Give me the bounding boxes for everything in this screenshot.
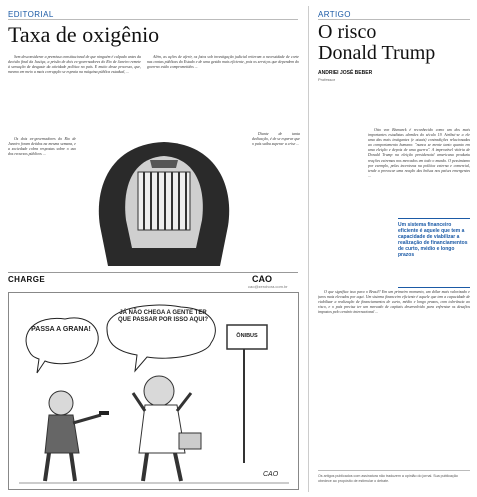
speech-bubble-left: PASSA A GRANA! <box>31 326 91 333</box>
pullquote-text: Um sistema financeiro eficiente é aquele que tem a capacidade de viabilizar a realização de financiamentos de curto, médio e longo prazos <box>398 222 468 258</box>
editorial-paragraph: Os dois ex-governadores do Rio de Janeiro foram detidos na mesma semana, e a sociedade cobra respostas sobre o uso dos recursos públicos ... <box>8 137 76 157</box>
artigo-author: ANDRIEI JOSÉ BEBER <box>318 70 373 76</box>
speech-bubble-right: JÁ NÃO CHEGA A GENTE TER QUE PASSAR POR ISSO AQUI? <box>117 310 208 323</box>
editorial-col2 <box>147 55 299 137</box>
artigo-body-2 <box>318 290 470 460</box>
charge-frame <box>8 292 299 490</box>
artigo-title-line: O risco <box>318 21 377 43</box>
editorial-paragraph: Diante de tanta dedicação, é de se esperar que o país saiba superar a crise ... <box>252 132 300 147</box>
divider <box>8 19 298 20</box>
editorial-illustration <box>80 138 248 268</box>
artigo-body-1 <box>368 128 470 218</box>
artigo-title-line: Donald Trump <box>318 42 436 64</box>
editorial-paragraph: Sem desconsiderar a premissa constitucional de que ninguém é culpado antes da decisão final da Justiça, a prisão de dois ex-governadores do Rio de Janeiro remete à sensação de desgaste da atividade política no país. E muito desse processo, que, mesmo em meio a mais corrupção se espraia na máquina pública estadual, ... <box>8 55 141 75</box>
editorial-kicker: EDITORIAL <box>8 10 54 19</box>
editorial-title: Taxa de oxigênio <box>8 22 160 47</box>
artigo-kicker: ARTIGO <box>318 10 351 19</box>
editorial-sidebar <box>252 132 300 266</box>
charge-artist: CAO <box>252 274 272 284</box>
cartoon-signature: CAO <box>263 471 279 478</box>
divider <box>318 19 470 20</box>
column-divider <box>308 6 309 492</box>
divider <box>318 470 470 471</box>
divider <box>8 272 298 273</box>
artigo-paragraph: Otto von Bismarck é reconhecido como um dos mais importantes estadistas alemães do século 19. Atribui-se a ele uma das mais instigantes (e atuais) contradições relacionadas ao comportamento humano: "nunca se mente tanto quanto em uma eleição e depois de uma guerra". A improvável vitória de Donald Trump na eleição presidencial americana produziu reações extremas nos mercados em todo o mundo. O pessimismo por exemplo, pelas incertezas na política externa e comercial, tende a provocar uma reação das bolsas nos países emergentes ... <box>368 128 470 178</box>
editorial-col1 <box>8 55 141 137</box>
charge-kicker: CHARGE <box>8 275 46 284</box>
pullquote <box>398 218 470 288</box>
artigo-title <box>318 22 435 64</box>
editorial-side-text <box>8 137 76 267</box>
bus-stop-sign: ÔNIBUS <box>236 333 258 339</box>
artigo-footnote: Os artigos publicados com assinatura não traduzem a opinião do jornal. Sua publicação obedece ao propósito de estimular o debate. <box>318 474 458 483</box>
artigo-author-role: Professor <box>318 77 336 82</box>
artigo-paragraph: O que significa isso para o Brasil? Em um primeiro momento, um dólar mais valorizado e juros mais elevados por aqui. Um sistema financeiro eficiente é aquele que tem a capacidade de viabilizar a realização de financiamentos de curto, médio e longo prazos, com tolerância ao risco, e o país precisa ter um mercado de capitais desenvolvido para enfrentar os desafios impostos pelo cenário internacional ... <box>318 290 470 315</box>
charge-credit: cao@zerohora.com.br <box>248 284 288 289</box>
editorial-paragraph: Além, as ações de aferir, os fatos sob investigação judicial reiteram a necessidade de corte nas contas públicas do Estado e de uma gestão mais eficiente, pois os serviços que dependem do governo estão comprometidos ... <box>147 55 299 70</box>
